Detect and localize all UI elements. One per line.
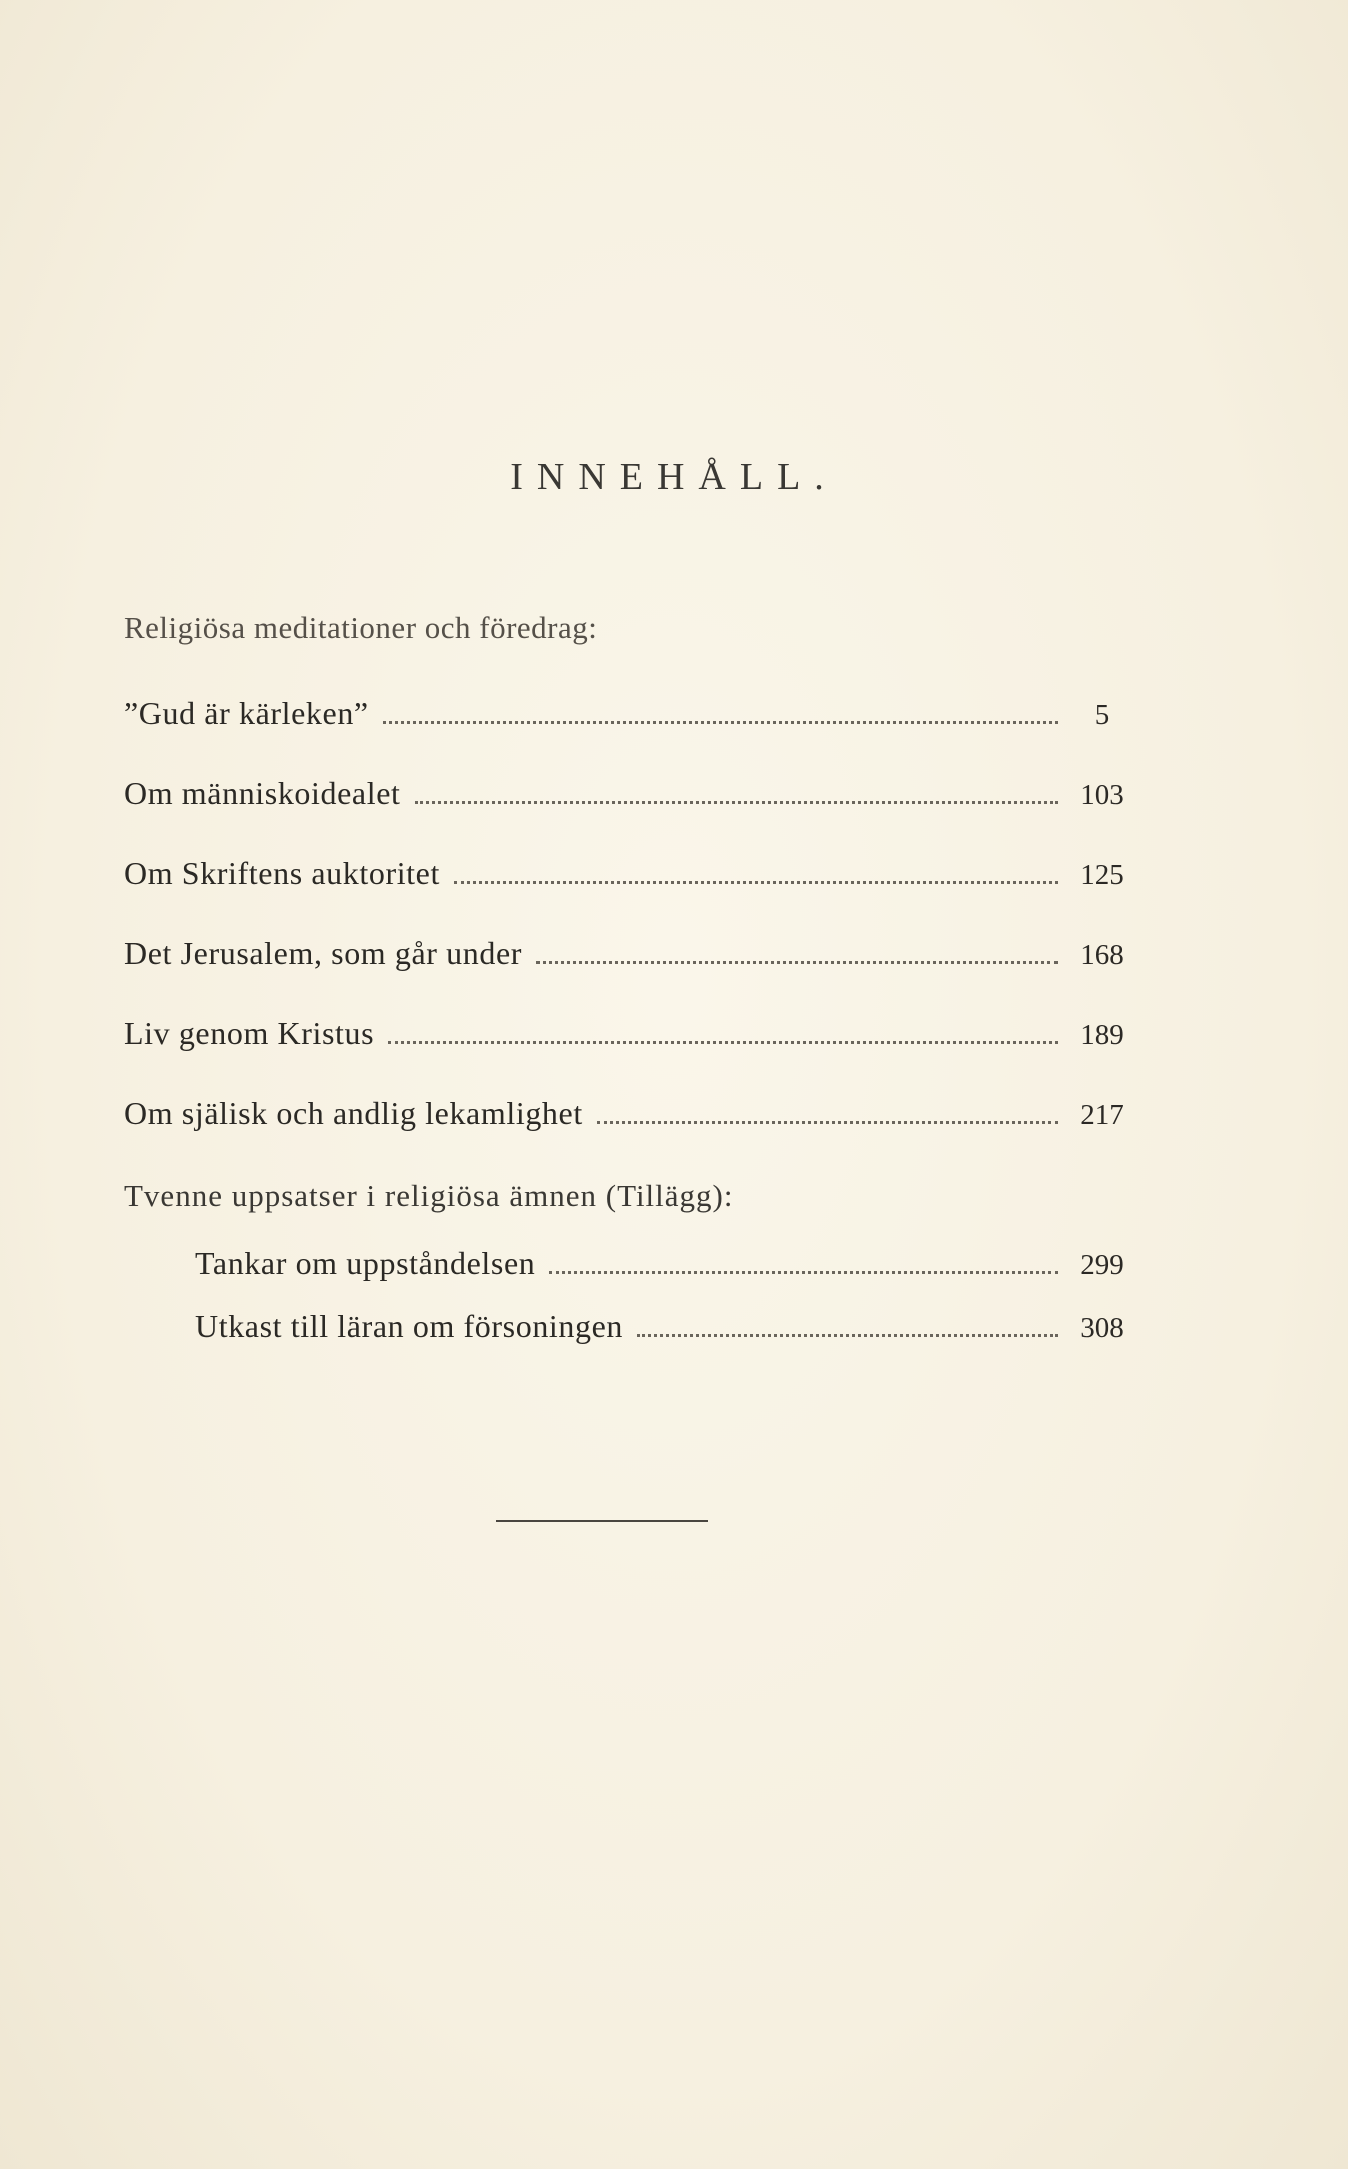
closing-rule — [496, 1520, 708, 1522]
dot-leader — [415, 801, 1058, 804]
toc-entry-page: 299 — [1080, 1249, 1124, 1281]
dot-leader — [549, 1271, 1058, 1274]
toc-entry-page: 103 — [1080, 779, 1124, 811]
toc-entry — [195, 1308, 1134, 1352]
dot-leader — [383, 721, 1058, 724]
toc-entry-title: Utkast till läran om försoningen — [195, 1308, 624, 1344]
toc-entry-page: 168 — [1080, 939, 1124, 971]
toc-entry-page: 217 — [1080, 1099, 1124, 1131]
toc-entry — [124, 775, 1134, 819]
section-heading-appendix: Tvenne uppsatser i religiösa ämnen (Tillägg): — [124, 1178, 734, 1213]
toc-entry-title: Om själisk och andlig lekamlighet — [124, 1095, 583, 1131]
toc-entry-title: Om Skriftens auktoritet — [124, 855, 440, 891]
dot-leader — [388, 1041, 1058, 1044]
dot-leader — [597, 1121, 1058, 1124]
toc-entry — [124, 1095, 1134, 1139]
toc-entry — [124, 935, 1134, 979]
toc-entry-title: ”Gud är kärleken” — [124, 695, 369, 731]
toc-entry-title: Liv genom Kristus — [124, 1015, 375, 1051]
toc-entry — [124, 855, 1134, 899]
toc-entry-title: Om människoidealet — [124, 775, 401, 811]
toc-entry-page: 125 — [1080, 859, 1124, 891]
dot-leader — [536, 961, 1058, 964]
toc-entry — [195, 1245, 1134, 1289]
section-heading-meditations: Religiösa meditationer och föredrag: — [124, 610, 598, 645]
page-title: INNEHÅLL. — [510, 456, 838, 498]
dot-leader — [454, 881, 1058, 884]
toc-entry-title: Tankar om uppståndelsen — [195, 1245, 536, 1281]
dot-leader — [637, 1334, 1058, 1337]
toc-entry-page: 189 — [1080, 1019, 1124, 1051]
toc-entry-page: 5 — [1094, 699, 1110, 731]
toc-entry — [124, 1015, 1134, 1059]
toc-entry-page: 308 — [1080, 1312, 1124, 1344]
toc-entry — [124, 695, 1134, 739]
toc-entry-title: Det Jerusalem, som går under — [124, 935, 523, 971]
